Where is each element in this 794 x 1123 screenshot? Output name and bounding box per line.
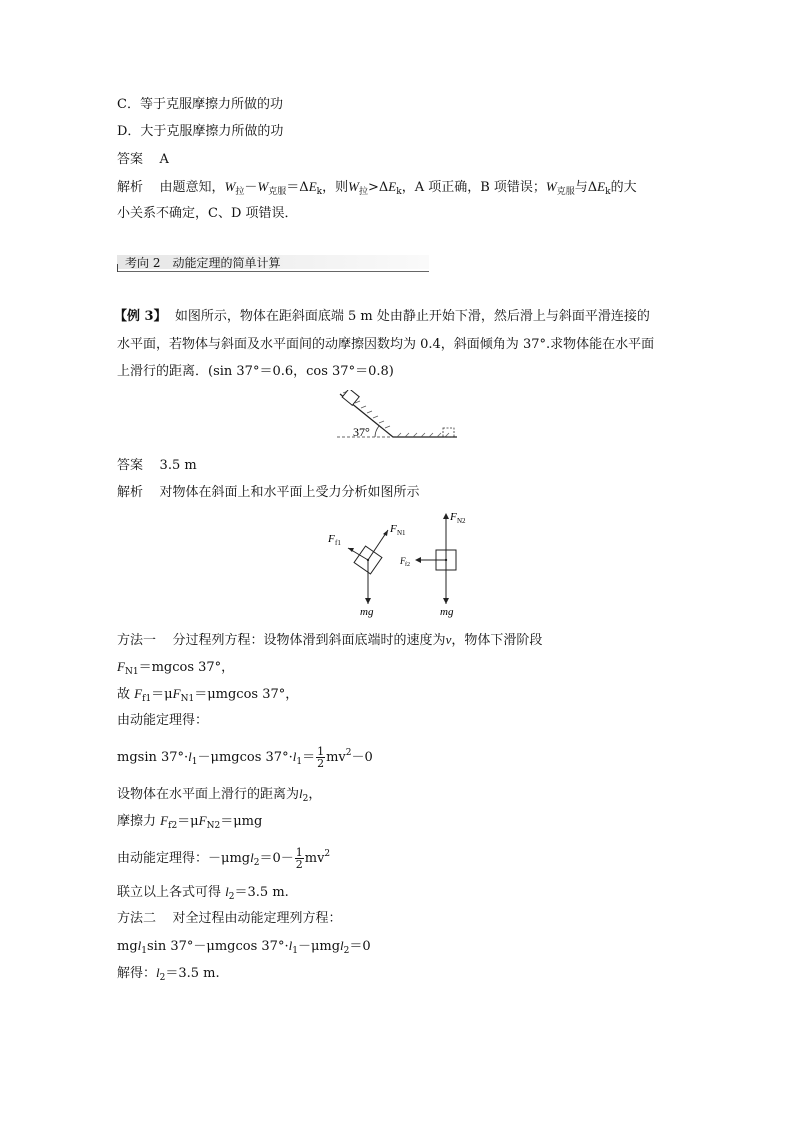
text: 对物体在斜面上和水平面上受力分析如图所示 <box>159 485 420 500</box>
sub: 克服 <box>556 187 575 197</box>
var: l <box>340 938 344 953</box>
explanation-1-line-2: 小关系不确定，C、D 项错误． <box>117 206 298 221</box>
text: 设物体在水平面上滑行的距离为 <box>117 787 300 802</box>
text: ，A 项正确，B 项错误； <box>401 180 546 195</box>
option-c: C．等于克服摩擦力所做的功 <box>117 97 283 112</box>
text: 摩擦力 <box>117 814 157 829</box>
sub: 1 <box>296 757 303 767</box>
answer-1 <box>117 150 169 170</box>
text: ＝μ <box>151 687 173 702</box>
denominator: 2 <box>295 858 303 871</box>
method-1-eq-6: 摩擦力 $F_{f2}=\mu F_{N2}=\mu mg$ <box>117 813 263 831</box>
method-1-eq-7 <box>117 847 330 870</box>
text: mv <box>326 750 346 765</box>
force-sub: f2 <box>405 562 410 568</box>
answer-2 <box>117 456 197 476</box>
force-sub: N2 <box>457 517 466 525</box>
example-line-3: 上滑行的距离．(sin 37°＝0.6，cos 37°＝0.8) <box>117 364 394 379</box>
text: mg <box>117 939 138 954</box>
sub: N2 <box>206 821 221 831</box>
force-sub: N1 <box>397 529 406 537</box>
explanation-label: 解析 <box>117 180 144 195</box>
text: ＝0 <box>349 939 371 954</box>
text: ， <box>308 787 322 802</box>
force-label: mg <box>360 606 374 618</box>
text: －μmgcos 37°· <box>197 750 293 765</box>
denominator: 2 <box>317 757 325 770</box>
var: l <box>299 786 303 801</box>
text: ＝3.5 m. <box>165 966 220 981</box>
text: －μmg <box>297 939 341 954</box>
method-title: 方法二 <box>117 911 157 926</box>
sub: k <box>605 187 611 197</box>
answer-value: 3.5 m <box>159 458 197 473</box>
method-1-eq-3: 由动能定理得： <box>117 713 209 728</box>
force-label: F <box>400 556 406 566</box>
sub: 克服 <box>268 187 287 197</box>
section-title: 考向 2 动能定理的简单计算 <box>125 256 281 270</box>
sub: 拉 <box>235 187 245 197</box>
fraction <box>316 746 325 769</box>
method-2-solution <box>117 963 220 984</box>
example-line-2: 水平面，若物体与斜面及水平面间的动摩擦因数均为 0.4，斜面倾角为 37°.求物体能在水平面 <box>117 337 655 352</box>
sub: 拉 <box>358 187 368 197</box>
var: l <box>137 938 142 953</box>
text: 分过程列方程：设物体滑到斜面底端时的速度为 <box>172 633 446 648</box>
example-tag: 【例 3】 <box>114 309 167 324</box>
method-2-eq-1 <box>117 936 371 957</box>
text: 故 <box>117 687 131 702</box>
text: ＝ <box>302 750 316 765</box>
sub: 1 <box>292 946 298 956</box>
text: 联立以上各式可得 <box>117 885 222 900</box>
var: l <box>225 884 229 899</box>
text: mv <box>304 851 325 866</box>
var: v <box>445 632 452 647</box>
force-label: F <box>450 511 457 523</box>
sub: N1 <box>180 694 195 704</box>
text: ＝3.5 m. <box>234 885 289 900</box>
method-2-title <box>117 909 342 929</box>
explanation-1-line-1: 解析 由题意知，$W_拉-W_{克服}=\Delta E_k$，则$W_拉>\Delta E_k$，A 项正确，B 项错误；$W_{克服}$与$\Delta E_k$的大 <box>117 179 637 197</box>
text: 解得： <box>117 966 157 981</box>
method-1-title <box>117 630 542 651</box>
method-title: 方法一 <box>117 633 157 648</box>
sub: N1 <box>124 667 139 677</box>
text: 由动能定理得：－μmg <box>117 851 251 866</box>
method-1-eq-8 <box>117 882 289 903</box>
method-1-eq-4 <box>117 746 373 769</box>
text: mgsin 37°· <box>117 750 189 765</box>
section-header <box>117 255 429 275</box>
answer-label: 答案 <box>117 458 144 473</box>
force-sub: f1 <box>335 539 341 547</box>
force-diagram <box>320 508 480 620</box>
force-label: F <box>328 533 335 545</box>
incline-figure <box>335 390 465 442</box>
explanation-label: 解析 <box>117 485 144 500</box>
answer-label: 答案 <box>117 152 144 167</box>
explanation-2 <box>117 483 420 503</box>
numerator: 1 <box>317 745 325 758</box>
answer-value: A <box>159 152 169 167</box>
sub: 2 <box>302 794 309 804</box>
sub: 2 <box>343 946 350 956</box>
text: 如图所示，物体在距斜面底端 5 m 处由静止开始下滑，然后滑上与斜面平滑连接的 <box>174 309 650 324</box>
sub: f1 <box>142 694 152 704</box>
fraction <box>295 847 304 870</box>
text: ＝μmgcos 37°， <box>194 687 299 702</box>
text: ＝0－ <box>259 851 294 866</box>
var: l <box>250 850 254 865</box>
sub: k <box>316 187 323 197</box>
force-label: F <box>390 523 397 535</box>
text: 与 <box>574 180 588 195</box>
sub: 1 <box>191 757 198 767</box>
numerator: 1 <box>295 846 303 859</box>
sub: 2 <box>228 892 235 902</box>
option-d: D．大于克服摩擦力所做的功 <box>117 124 284 139</box>
force-label: mg <box>440 606 454 618</box>
var: l <box>288 938 293 953</box>
example-line-1 <box>114 307 650 327</box>
text: 对全过程由动能定理列方程： <box>172 911 342 926</box>
sub: k <box>396 187 402 197</box>
sup: 2 <box>345 748 352 758</box>
method-1-eq-5 <box>117 784 321 805</box>
var: l <box>156 965 160 980</box>
sub: f2 <box>168 821 178 831</box>
text: ，物体下滑阶段 <box>451 633 543 648</box>
text: －0 <box>351 750 373 765</box>
text: 的大 <box>610 180 637 195</box>
sub: 2 <box>253 858 260 868</box>
angle-label: 37° <box>353 425 370 439</box>
var: l <box>188 749 192 764</box>
method-1-eq-1: $F_{N1}=mgcos$ 37°， <box>117 659 235 677</box>
var: l <box>292 749 297 764</box>
text: 由题意知， <box>159 180 225 195</box>
sub: 1 <box>141 946 148 956</box>
text: ＝μ <box>177 814 199 829</box>
text: ，则 <box>322 180 349 195</box>
text: ＝μmg <box>220 814 263 829</box>
sub: 2 <box>159 973 166 983</box>
sup: 2 <box>324 849 331 859</box>
text: sin 37°－μmgcos 37°· <box>147 939 289 954</box>
text: ＝mgcos 37°， <box>138 660 235 675</box>
method-1-eq-2: 故 $F_{f1}=\mu F_{N1}=\mu mgcos$ 37°， <box>117 686 299 704</box>
